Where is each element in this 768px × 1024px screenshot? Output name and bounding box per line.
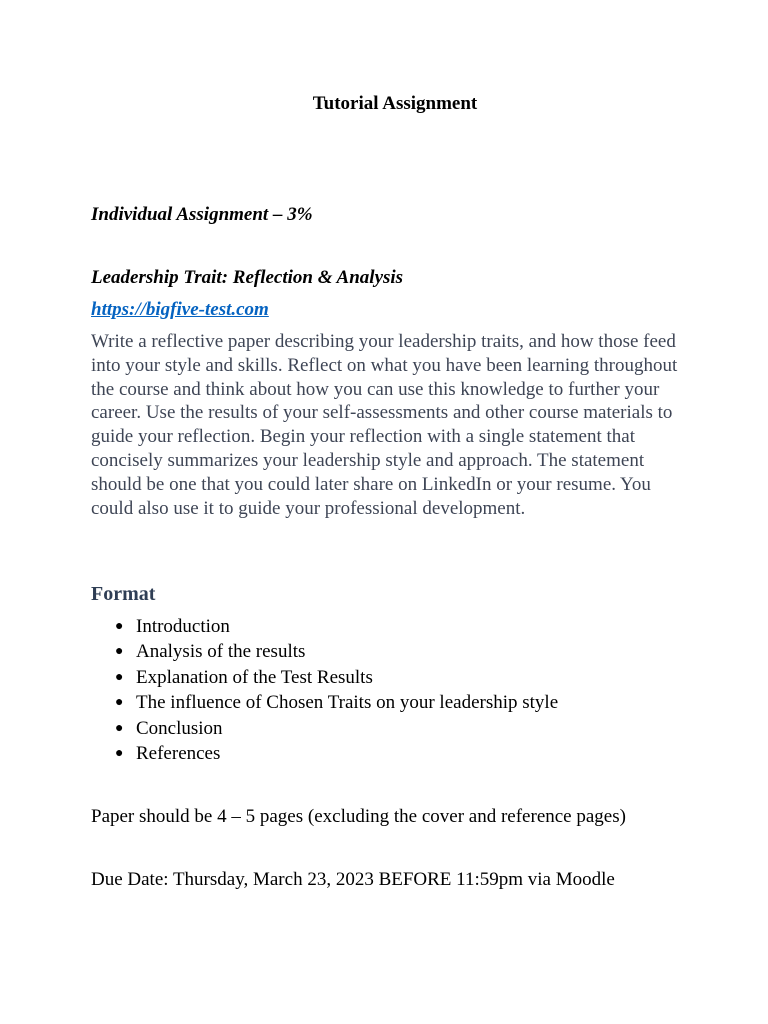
- assignment-heading: Individual Assignment – 3%: [91, 204, 313, 225]
- list-item: [91, 639, 558, 664]
- bullet-icon: ●: [115, 619, 124, 634]
- document-title: Tutorial Assignment: [312, 93, 478, 114]
- list-item-label: Explanation of the Test Results: [136, 666, 373, 688]
- list-item-label: Conclusion: [136, 717, 223, 739]
- list-item-label: The influence of Chosen Traits on your leadership style: [136, 692, 559, 714]
- page-length-note: Paper should be 4 – 5 pages (excluding the cover and reference pages): [91, 806, 626, 827]
- bullet-icon: ●: [115, 644, 124, 660]
- bigfive-test-link[interactable]: https://bigfive-test.com: [91, 299, 269, 320]
- due-date-note: Due Date: Thursday, March 23, 2023 BEFORE 11:59pm via Moodle: [91, 869, 615, 890]
- list-item: [91, 614, 558, 639]
- list-item: [91, 665, 558, 690]
- list-item-label: References: [136, 742, 221, 764]
- format-heading: Format: [91, 583, 156, 605]
- bullet-icon: ●: [115, 669, 124, 685]
- format-list: [91, 614, 558, 766]
- list-item: [91, 741, 558, 766]
- bullet-icon: ●: [115, 695, 124, 711]
- trait-heading: Leadership Trait: Reflection & Analysis: [91, 267, 404, 288]
- list-item: [91, 716, 558, 741]
- list-item-label: Analysis of the results: [136, 641, 306, 663]
- list-item: [91, 690, 558, 715]
- bullet-icon: ●: [115, 745, 124, 761]
- bullet-icon: ●: [115, 720, 124, 736]
- assignment-description: Write a reflective paper describing your leadership traits, and how those feed into your style and skills. Reflect on what you have been learning throughout the course and think about how you can use this knowledge to further your career. Use the results of your self-assessments and other course materials to guide your reflection. Begin your reflection with a single statement that concisely summarizes your leadership style and approach. The statement should be one that you could later share on LinkedIn or your resume. You could also use it to guide your professional development.: [91, 331, 678, 519]
- list-item-label: Introduction: [136, 616, 230, 637]
